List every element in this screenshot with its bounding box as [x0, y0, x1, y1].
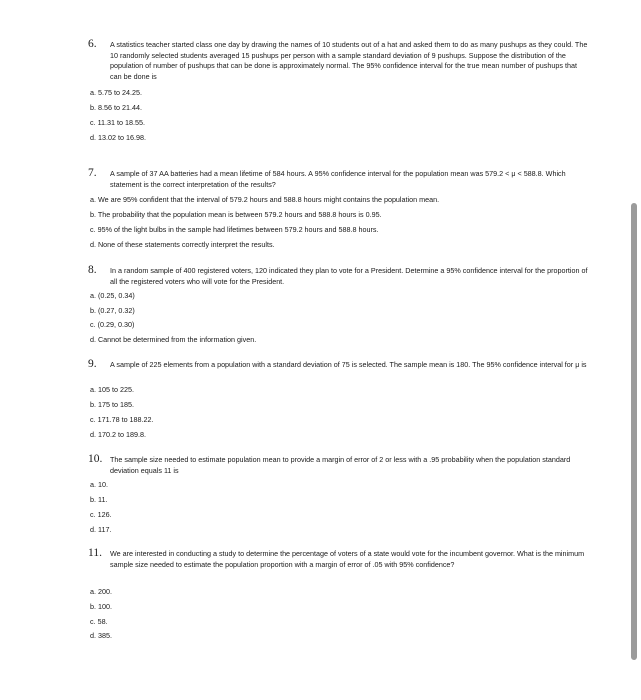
option-8c[interactable]: c. (0.29, 0.30): [90, 320, 135, 329]
option-11b[interactable]: b. 100.: [90, 602, 112, 611]
question-stem: [0, 40, 590, 82]
question-text: We are interested in conducting a study to determine the percentage of voters of a state would vote for the incumbent governor. What is the minimum sample size needed to estimate the population proportion with a margin of error of .05 with 95% confidence?: [110, 549, 585, 569]
question-number: 8.: [88, 264, 97, 276]
option-9c[interactable]: c. 171.78 to 188.22.: [90, 415, 154, 424]
question-text: In a random sample of 400 registered voters, 120 indicated they plan to vote for a President. Determine a 95% confidence interval for the proportion of all the registered voters who will vote for the President.: [110, 266, 588, 286]
question-number: 6.: [88, 38, 97, 50]
question-stem: [0, 169, 590, 190]
option-10b[interactable]: b. 11.: [90, 495, 108, 504]
option-11d[interactable]: d. 385.: [90, 631, 112, 640]
question-stem: [0, 549, 590, 570]
question-text: A sample of 37 AA batteries had a mean lifetime of 584 hours. A 95% confidence interval for the population mean was 579.2 < μ < 588.8. Which statement is the correct interpretation of the results?: [110, 169, 566, 189]
question-text: The sample size needed to estimate population mean to provide a margin of error of 2 or less with a .95 probability when the population standard deviation equals 11 is: [110, 455, 571, 475]
option-6c[interactable]: c. 11.31 to 18.55.: [90, 118, 146, 127]
question-10: [0, 455, 590, 476]
option-9d[interactable]: d. 170.2 to 189.8.: [90, 430, 146, 439]
question-number: 9.: [88, 358, 97, 370]
option-7c[interactable]: c. 95% of the light bulbs in the sample had lifetimes between 579.2 hours and 588.8 hours.: [90, 225, 379, 234]
option-10d[interactable]: d. 117.: [90, 525, 112, 534]
question-7: [0, 169, 590, 190]
option-10c[interactable]: c. 126.: [90, 510, 112, 519]
vertical-scrollbar[interactable]: [631, 203, 637, 660]
option-6b[interactable]: b. 8.56 to 21.44.: [90, 103, 142, 112]
question-number: 11.: [88, 547, 102, 559]
question-number: 7.: [88, 167, 97, 179]
question-text: A sample of 225 elements from a population with a standard deviation of 75 is selected. The sample mean is 180. The 95% confidence interval for μ is: [110, 360, 587, 369]
option-7b[interactable]: b. The probability that the population mean is between 579.2 hours and 588.8 hours is 0.95.: [90, 210, 382, 219]
question-8: [0, 266, 590, 287]
question-6: [0, 40, 590, 82]
option-8d[interactable]: d. Cannot be determined from the information given.: [90, 335, 257, 344]
option-11a[interactable]: a. 200.: [90, 587, 112, 596]
option-7a[interactable]: a. We are 95% confident that the interval of 579.2 hours and 588.8 hours might contains the population mean.: [90, 195, 440, 204]
question-number: 10.: [88, 453, 103, 465]
question-9: [0, 360, 590, 371]
option-6d[interactable]: d. 13.02 to 16.98.: [90, 133, 146, 142]
option-8b[interactable]: b. (0.27, 0.32): [90, 306, 135, 315]
option-11c[interactable]: c. 58.: [90, 617, 108, 626]
option-9b[interactable]: b. 175 to 185.: [90, 400, 134, 409]
option-8a[interactable]: a. (0.25, 0.34): [90, 291, 135, 300]
question-stem: [0, 455, 590, 476]
question-stem: [0, 360, 590, 371]
question-text: A statistics teacher started class one day by drawing the names of 10 students out of a hat and asked them to do as many pushups as they could. The 10 randomly selected students averaged 15 pushups per person with a sample standard deviation of 9 pushups. Suppose the distribution of the population of number of pushups that can be done is approximately normal. The 95% confidence interval for the true mean number of pushups that can be done is: [110, 40, 588, 81]
option-7d[interactable]: d. None of these statements correctly interpret the results.: [90, 240, 275, 249]
option-9a[interactable]: a. 105 to 225.: [90, 385, 134, 394]
option-10a[interactable]: a. 10.: [90, 480, 108, 489]
option-6a[interactable]: a. 5.75 to 24.25.: [90, 88, 142, 97]
question-11: [0, 549, 590, 570]
question-stem: [0, 266, 590, 287]
